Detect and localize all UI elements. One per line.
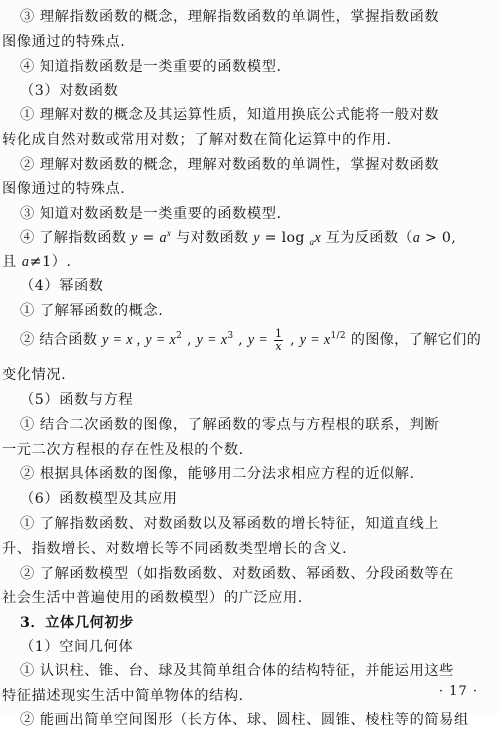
math-op: =: [137, 230, 160, 246]
text-line: 图像通过的特殊点.: [2, 34, 126, 50]
power-functions-line: ② 结合函数 y = x , $y = x^2$ , $y = x^3$ , y = $\frac{1}{x}$ , $y = x^{1/2}$ 的图像，了解它们的: [20, 326, 482, 353]
page-number: · 17 ·: [438, 684, 478, 699]
text-line: ② 了解函数模型（如指数函数、对数函数、幂函数、分段函数等在: [20, 566, 454, 582]
fraction-numerator: 1: [274, 326, 283, 340]
text-line: ② 理解对数函数的概念，理解对数函数的单调性，掌握对数函数: [20, 157, 440, 173]
math-var: y: [253, 230, 260, 246]
text-segment: 的图像，了解它们的: [350, 332, 482, 348]
math-expression: y = x: [196, 332, 228, 348]
fraction-denominator: x: [275, 339, 282, 353]
text-line: 升、指数增长、对数增长等不同函数类型增长的含义.: [2, 541, 348, 557]
math-subscript: a: [309, 237, 315, 247]
math-var: x: [314, 230, 321, 246]
text-line: ② 能画出简单空间图形（长方体、球、圆柱、圆锥、棱柱等的简易组: [20, 712, 469, 728]
text-line: 特征描述现实生活中简单物体的结构.: [2, 688, 244, 704]
math-var: a: [412, 230, 421, 246]
math-expression: y = x: [299, 332, 331, 348]
math-fraction: [274, 328, 283, 353]
math-op: ≠1）.: [29, 254, 72, 270]
section-heading: （5）函数与方程: [20, 392, 134, 408]
text-segment: ④ 了解指数函数: [20, 230, 127, 246]
text-line: ③ 理解指数函数的概念，理解指数函数的单调性，掌握指数函数: [20, 9, 440, 25]
text-line: ① 了解幂函数的概念.: [20, 303, 164, 319]
math-op: = log: [259, 230, 310, 246]
text-line: ① 了解指数函数、对数函数以及幂函数的增长特征，知道直线上: [20, 516, 440, 532]
math-exponent: 2: [176, 331, 183, 341]
text-segment: 与对数函数: [175, 230, 249, 246]
text-line: 转化成自然对数或常用对数；了解对数在简化运算中的作用.: [2, 132, 392, 148]
text-segment: ② 结合函数: [20, 332, 98, 348]
section-heading: （6）函数模型及其应用: [20, 491, 178, 507]
text-line: 社会生活中普遍使用的函数模型）的广泛应用.: [2, 590, 303, 606]
text-segment: 互为反函数（: [325, 230, 413, 246]
math-op: > 0,: [420, 230, 457, 246]
math-var: y: [131, 230, 138, 246]
math-var: a: [21, 254, 30, 270]
section-heading: （4）幂函数: [20, 278, 104, 294]
math-exponent: 3: [227, 331, 234, 341]
text-line: ② 根据具体函数的图像，能够用二分法求相应方程的近似解.: [20, 466, 415, 482]
math-var: a: [159, 230, 167, 246]
math-expression: y = x ,: [102, 332, 141, 348]
math-exponent: 1/2: [330, 331, 346, 341]
inverse-function-line: [20, 229, 456, 247]
section-heading: （3）对数函数: [20, 83, 119, 99]
section-heading: （1）空间几何体: [20, 639, 134, 655]
text-line: 一元二次方程根的存在性及根的个数.: [2, 442, 244, 458]
chapter-heading: 3．立体几何初步: [20, 615, 134, 631]
text-line: ④ 知道指数函数是一类重要的函数模型.: [20, 59, 282, 75]
math-expression: y = x: [145, 332, 177, 348]
math-exponent: x: [166, 228, 172, 238]
text-line: ① 认识柱、锥、台、球及其简单组合体的结构特征，并能运用这些: [20, 663, 454, 679]
text-line: [2, 253, 72, 271]
text-line: ③ 知道对数函数是一类重要的函数模型.: [20, 206, 282, 222]
text-line: 图像通过的特殊点.: [2, 181, 126, 197]
text-segment: 且: [2, 254, 17, 270]
text-line: 变化情况.: [2, 367, 67, 383]
text-line: ① 理解对数的概念及其运算性质，知道用换底公式能将一般对数: [20, 107, 440, 123]
text-line: ① 结合二次函数的图像，了解函数的零点与方程根的联系，判断: [20, 417, 440, 433]
math-expression: y =: [247, 332, 272, 348]
